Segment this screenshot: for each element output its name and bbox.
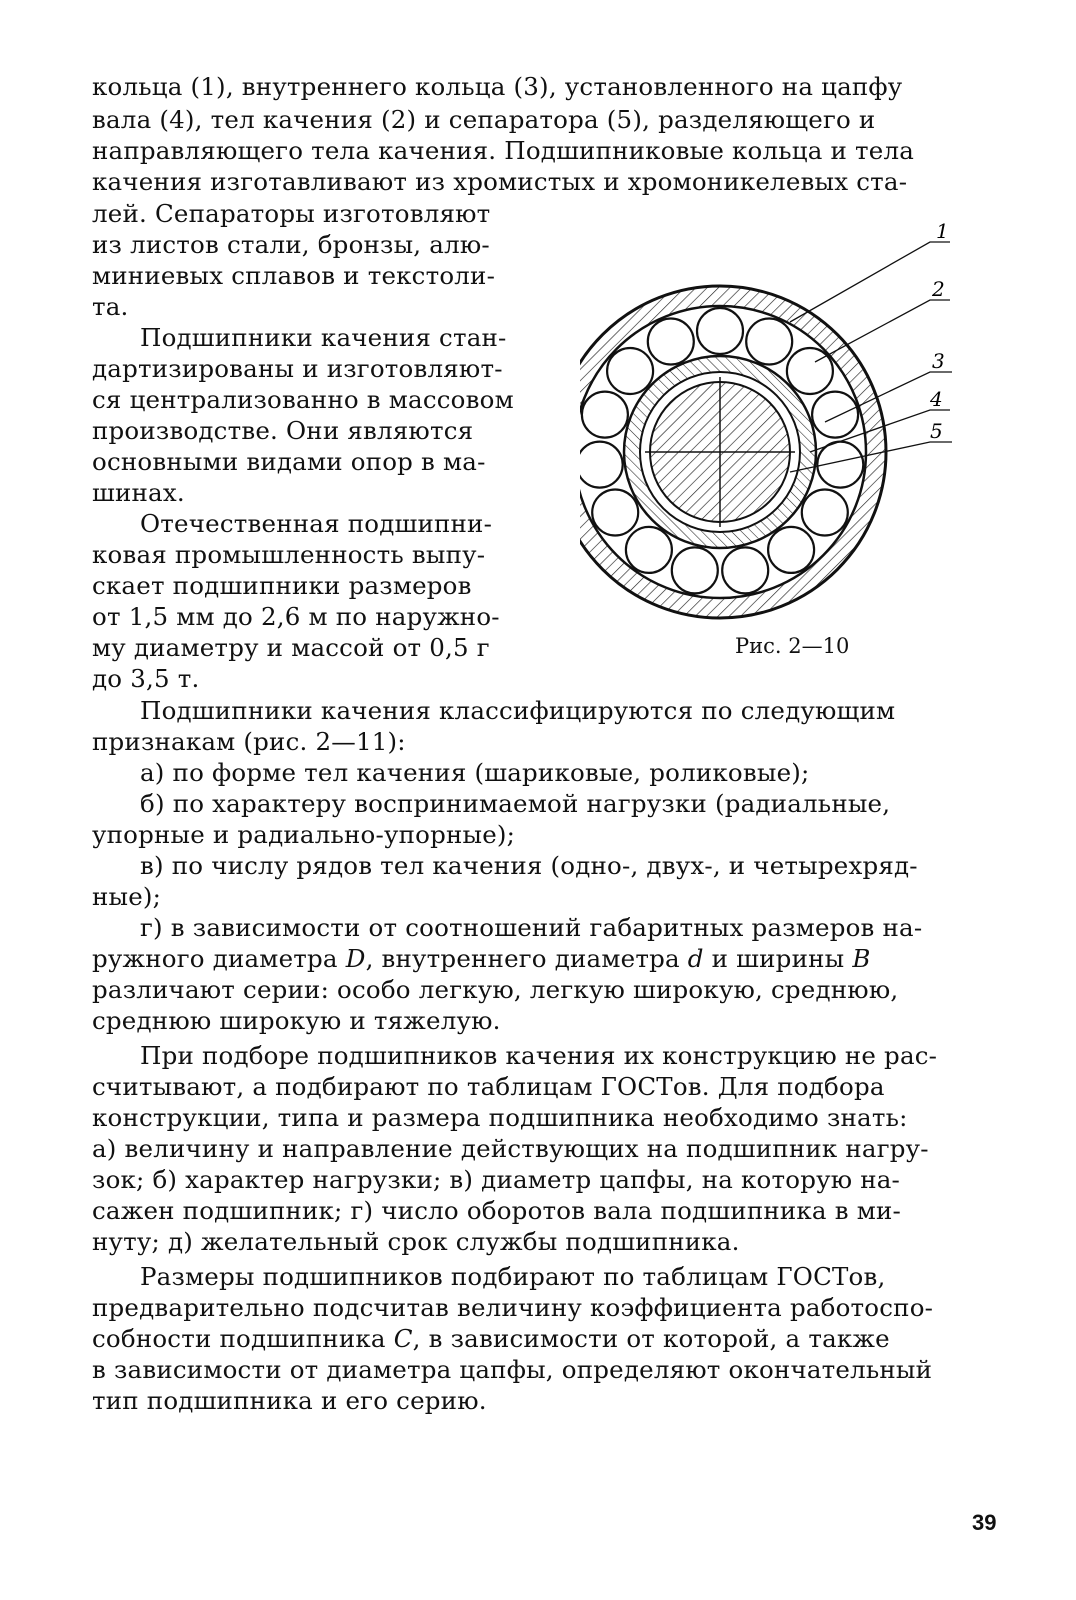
- text-line: предварительно подсчитав величину коэффициента работоспо-: [92, 1293, 934, 1322]
- ball: [802, 490, 848, 536]
- text-line: основными видами опор в ма-: [92, 447, 486, 476]
- ball: [787, 348, 833, 394]
- ball: [768, 527, 814, 573]
- ball: [626, 527, 672, 573]
- text-line: ружного диаметра D, внутреннего диаметра d и ширины B: [92, 944, 871, 973]
- text-line: кольца (1), внутреннего кольца (3), установленного на цапфу: [92, 72, 903, 101]
- text-line: упорные и радиально-упорные);: [92, 820, 516, 849]
- text-line: ковая промышленность выпу-: [92, 540, 486, 569]
- text-line: а) величину и направление действующих на подшипник нагру-: [92, 1134, 929, 1163]
- text-line: Подшипники качения стан-: [140, 323, 507, 352]
- text-line: конструкции, типа и размера подшипника необходимо знать:: [92, 1103, 908, 1132]
- ball: [580, 442, 623, 488]
- ball: [722, 547, 768, 593]
- text-line: а) по форме тел качения (шариковые, роликовые);: [140, 758, 810, 787]
- text-line: признакам (рис. 2—11):: [92, 727, 406, 756]
- text-line: г) в зависимости от соотношений габаритных размеров на-: [140, 913, 923, 942]
- page-number: 39: [972, 1510, 997, 1535]
- callout-5: 5: [930, 419, 943, 443]
- text-line: в зависимости от диаметра цапфы, определяют окончательный: [92, 1355, 933, 1384]
- text-line: качения изготавливают из хромистых и хромоникелевых ста-: [92, 167, 908, 196]
- callout-4: 4: [930, 387, 943, 411]
- text-line: лей. Сепараторы изготовляют: [92, 199, 491, 228]
- callout-2: 2: [932, 277, 945, 301]
- ball: [697, 308, 743, 354]
- text-line: тип подшипника и его серию.: [92, 1386, 487, 1415]
- text-line: среднюю широкую и тяжелую.: [92, 1006, 501, 1035]
- ball: [672, 547, 718, 593]
- callout-1: 1: [936, 222, 949, 243]
- text-line: Размеры подшипников подбирают по таблицам ГОСТов,: [140, 1262, 886, 1291]
- text-line: нуту; д) желательный срок службы подшипника.: [92, 1227, 740, 1256]
- text-line: Подшипники качения классифицируются по следующим: [140, 696, 896, 725]
- text-line: миниевых сплавов и текстоли-: [92, 261, 496, 290]
- callout-3: 3: [932, 349, 945, 373]
- bearing-figure: [580, 222, 980, 622]
- text-line: При подборе подшипников качения их конструкцию не рас-: [140, 1041, 938, 1070]
- text-line: вала (4), тел качения (2) и сепаратора (5), разделяющего и: [92, 105, 876, 134]
- text-line: в) по числу рядов тел качения (одно-, двух-, и четырехряд-: [140, 851, 918, 880]
- text-line: до 3,5 т.: [92, 664, 200, 693]
- text-line: собности подшипника C, в зависимости от которой, а также: [92, 1324, 890, 1353]
- text-line: дартизированы и изготовляют-: [92, 354, 503, 383]
- ball: [582, 392, 628, 438]
- text-line: ся централизованно в массовом: [92, 385, 514, 414]
- text-line: из листов стали, бронзы, алю-: [92, 230, 490, 259]
- ball: [812, 392, 858, 438]
- text-line: му диаметру и массой от 0,5 г: [92, 633, 490, 662]
- text-line: от 1,5 мм до 2,6 м по наружно-: [92, 602, 500, 631]
- figure-caption: Рис. 2—10: [735, 634, 850, 658]
- text-line: скает подшипники размеров: [92, 571, 472, 600]
- text-line: б) по характеру воспринимаемой нагрузки (радиальные,: [140, 789, 891, 818]
- text-line: шинах.: [92, 478, 185, 507]
- text-line: сажен подшипник; г) число оборотов вала подшипника в ми-: [92, 1196, 901, 1225]
- text-line: зок; б) характер нагрузки; в) диаметр цапфы, на которую на-: [92, 1165, 901, 1194]
- ball: [746, 319, 792, 365]
- ball: [607, 348, 653, 394]
- text-line: различают серии: особо легкую, легкую широкую, среднюю,: [92, 975, 899, 1004]
- ball: [648, 319, 694, 365]
- text-line: производстве. Они являются: [92, 416, 474, 445]
- text-line: та.: [92, 292, 129, 321]
- ball: [592, 490, 638, 536]
- text-line: Отечественная подшипни-: [140, 509, 493, 538]
- text-line: считывают, а подбирают по таблицам ГОСТов. Для подбора: [92, 1072, 885, 1101]
- text-line: ные);: [92, 882, 162, 911]
- text-line: направляющего тела качения. Подшипниковые кольца и тела: [92, 136, 915, 165]
